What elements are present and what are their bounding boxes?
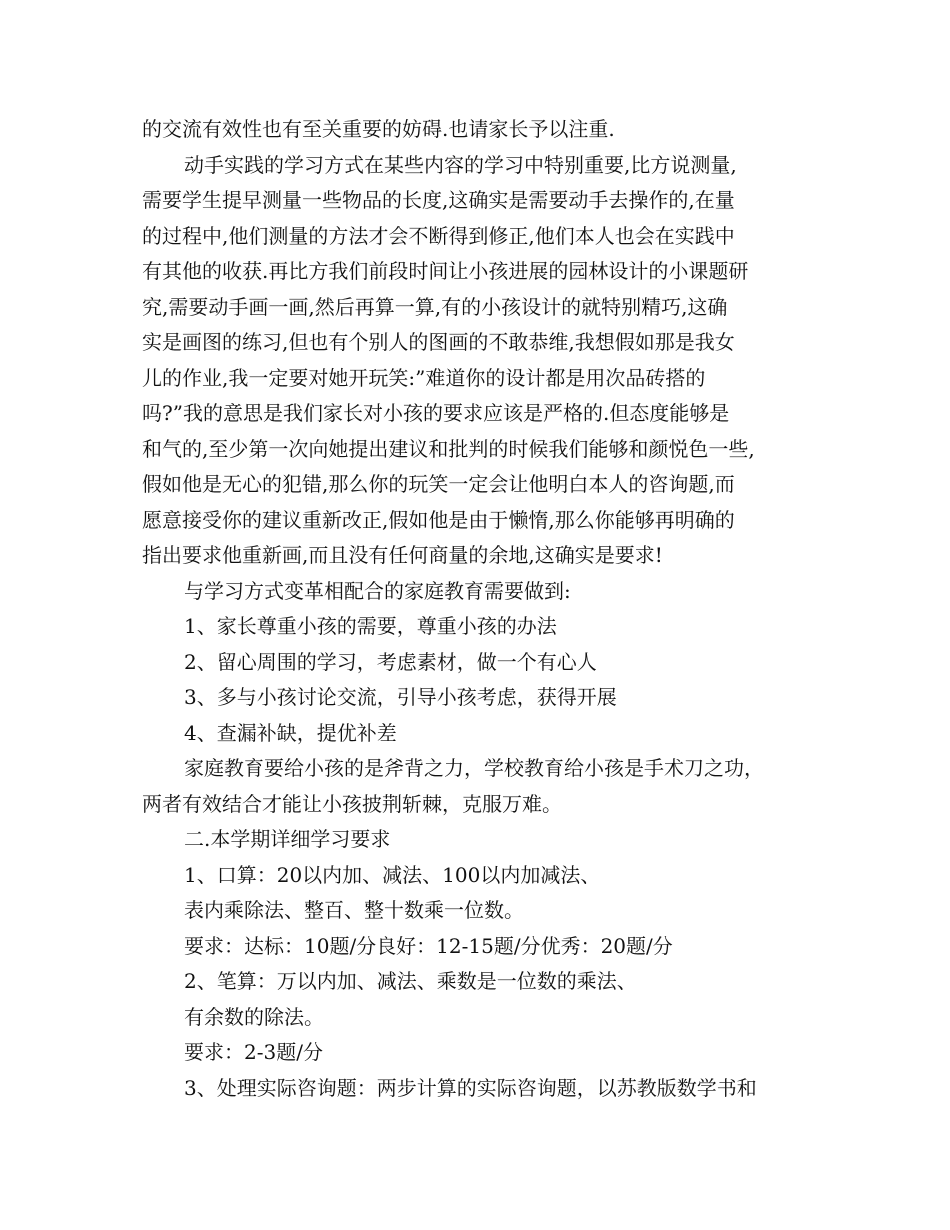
list-item: 3、多与小孩讨论交流，引导小孩考虑，获得开展 bbox=[184, 685, 617, 709]
text-line: 与学习方式变革相配合的家庭教育需要做到: bbox=[184, 578, 571, 603]
section-heading: 二.本学期详细学习要求 bbox=[184, 827, 391, 851]
text-line: 需要学生提早测量一些物品的长度,这确实是需要动手去操作的,在量 bbox=[142, 188, 735, 212]
list-item: 2、笔算：万以内加、减法、乘数是一位数的乘法、 bbox=[184, 969, 637, 993]
text-line: 假如他是无心的犯错,那么你的玩笑一定会让他明白本人的咨询题,而 bbox=[142, 472, 735, 496]
text-line: 实是画图的练习,但也有个别人的图画的不敢恭维,我想假如那是我女 bbox=[142, 330, 735, 354]
text-line: 动手实践的学习方式在某些内容的学习中特别重要,比方说测量, bbox=[184, 152, 737, 177]
text-line: 吗?”我的意思是我们家长对小孩的要求应该是严格的.但态度能够是 bbox=[142, 401, 730, 425]
text-line: 愿意接受你的建议重新改正,假如他是由于懒惰,那么你能够再明确的 bbox=[142, 507, 735, 532]
text-line: 的交流有效性也有至关重要的妨碍.也请家长予以注重. bbox=[142, 117, 615, 141]
text-line: 有余数的除法。 bbox=[184, 1004, 324, 1029]
text-line: 儿的作业,我一定要对她开玩笑:”难道你的设计都是用次品砖搭的 bbox=[142, 365, 706, 390]
text-line: 和气的,至少第一次向她提出建议和批判的时候我们能够和颜悦色一些, bbox=[142, 436, 755, 461]
text-line: 究,需要动手画一画,然后再算一算,有的小孩设计的就特别精巧,这确 bbox=[142, 294, 728, 319]
list-item: 3、处理实际咨询题：两步计算的实际咨询题，以苏教版数学书和 bbox=[184, 1075, 757, 1100]
text-line: 要求：2-3题/分 bbox=[184, 1040, 323, 1064]
text-line: 家庭教育要给小孩的是斧背之力，学校教育给小孩是手术刀之功， bbox=[184, 756, 764, 780]
text-line: 有其他的收获.再比方我们前段时间让小孩进展的园林设计的小课题研 bbox=[142, 259, 749, 283]
document-page bbox=[142, 112, 822, 1106]
text-line: 的过程中,他们测量的方法才会不断得到修正,他们本人也会在实践中 bbox=[142, 223, 735, 248]
list-item: 2、留心周围的学习，考虑素材，做一个有心人 bbox=[184, 649, 597, 674]
text-line: 两者有效结合才能让小孩披荆斩棘，克服万难。 bbox=[142, 791, 562, 816]
text-line: 指出要求他重新画,而且没有任何商量的余地,这确实是要求! bbox=[142, 543, 663, 567]
text-line: 表内乘除法、整百、整十数乘一位数。 bbox=[184, 898, 524, 922]
text-line: 要求：达标：10题/分良好：12-15题/分优秀：20题/分 bbox=[184, 933, 673, 958]
list-item: 1、家长尊重小孩的需要，尊重小孩的办法 bbox=[184, 614, 557, 638]
list-item: 4、查漏补缺，提优补差 bbox=[184, 720, 397, 745]
list-item: 1、口算：20以内加、减法、100以内加减法、 bbox=[184, 862, 601, 887]
